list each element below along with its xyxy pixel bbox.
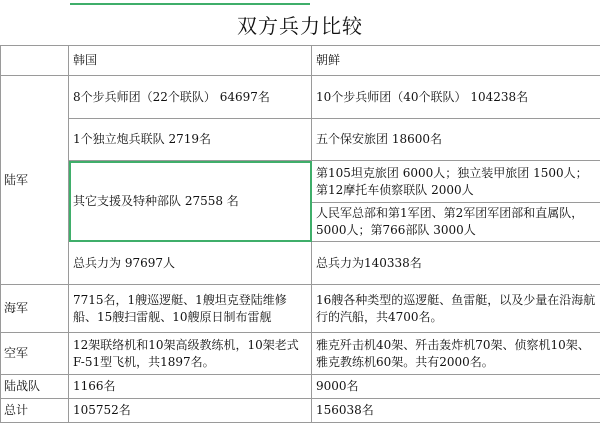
cell-marines-b[interactable]: 9000名 xyxy=(312,375,600,399)
category-cell-army[interactable]: 陆军 xyxy=(1,76,69,285)
table-row xyxy=(1,285,600,333)
page-title: 双方兵力比较 xyxy=(237,14,363,38)
cell-army-a4[interactable]: 总兵力为 97697人 xyxy=(69,242,312,285)
table-row xyxy=(1,119,600,161)
cell-army-b1[interactable]: 10个步兵师团（40个联队） 104238名 xyxy=(312,76,600,119)
table-row xyxy=(1,76,600,119)
header-blank-cell[interactable] xyxy=(1,46,69,76)
comparison-table xyxy=(0,45,600,423)
table-row xyxy=(1,375,600,399)
cell-army-b3b[interactable]: 人民军总部和第1军团、第2军团军团部和直属队，5000人；第766部队 3000人 xyxy=(312,203,600,242)
cell-army-a2[interactable]: 1个独立炮兵联队 2719名 xyxy=(69,119,312,161)
cell-navy-b[interactable]: 16艘各种类型的巡逻艇、鱼雷艇，以及少量在沿海航行的汽船，共4700名。 xyxy=(312,285,600,333)
category-cell-marines[interactable]: 陆战队 xyxy=(1,375,69,399)
selection-indicator xyxy=(70,3,310,5)
table-row xyxy=(1,399,600,423)
cell-marines-a[interactable]: 1166名 xyxy=(69,375,312,399)
cell-navy-a[interactable]: 7715名，1艘巡逻艇、1艘坦克登陆维修船、15艘扫雷舰、10艘原日制布雷舰 xyxy=(69,285,312,333)
cell-airforce-a[interactable]: 12架联络机和10架高级教练机，10架老式F-51型飞机，共1897名。 xyxy=(69,333,312,375)
header-cell-korea[interactable]: 韩国 xyxy=(69,46,312,76)
cell-army-a3[interactable]: 其它支援及特种部队 27558 名 xyxy=(69,161,312,242)
category-cell-total[interactable]: 总计 xyxy=(1,399,69,423)
cell-total-b[interactable]: 156038名 xyxy=(312,399,600,423)
header-row xyxy=(1,46,600,76)
header-cell-north-korea[interactable]: 朝鲜 xyxy=(312,46,600,76)
table-row xyxy=(1,161,600,203)
category-cell-navy[interactable]: 海军 xyxy=(1,285,69,333)
table-row xyxy=(1,242,600,285)
category-cell-airforce[interactable]: 空军 xyxy=(1,333,69,375)
top-strip xyxy=(0,0,600,6)
cell-army-b2[interactable]: 五个保安旅团 18600名 xyxy=(312,119,600,161)
cell-army-b3a[interactable]: 第105坦克旅团 6000人；独立装甲旅团 1500人；第12摩托车侦察联队 2000人 xyxy=(312,161,600,203)
cell-airforce-b[interactable]: 雅克歼击机40架、歼击轰炸机70架、侦察机10架、雅克教练机60架。共有2000名。 xyxy=(312,333,600,375)
cell-army-b4[interactable]: 总兵力为140338名 xyxy=(312,242,600,285)
table-row xyxy=(1,333,600,375)
cell-army-a1[interactable]: 8个步兵师团（22个联队） 64697名 xyxy=(69,76,312,119)
cell-total-a[interactable]: 105752名 xyxy=(69,399,312,423)
